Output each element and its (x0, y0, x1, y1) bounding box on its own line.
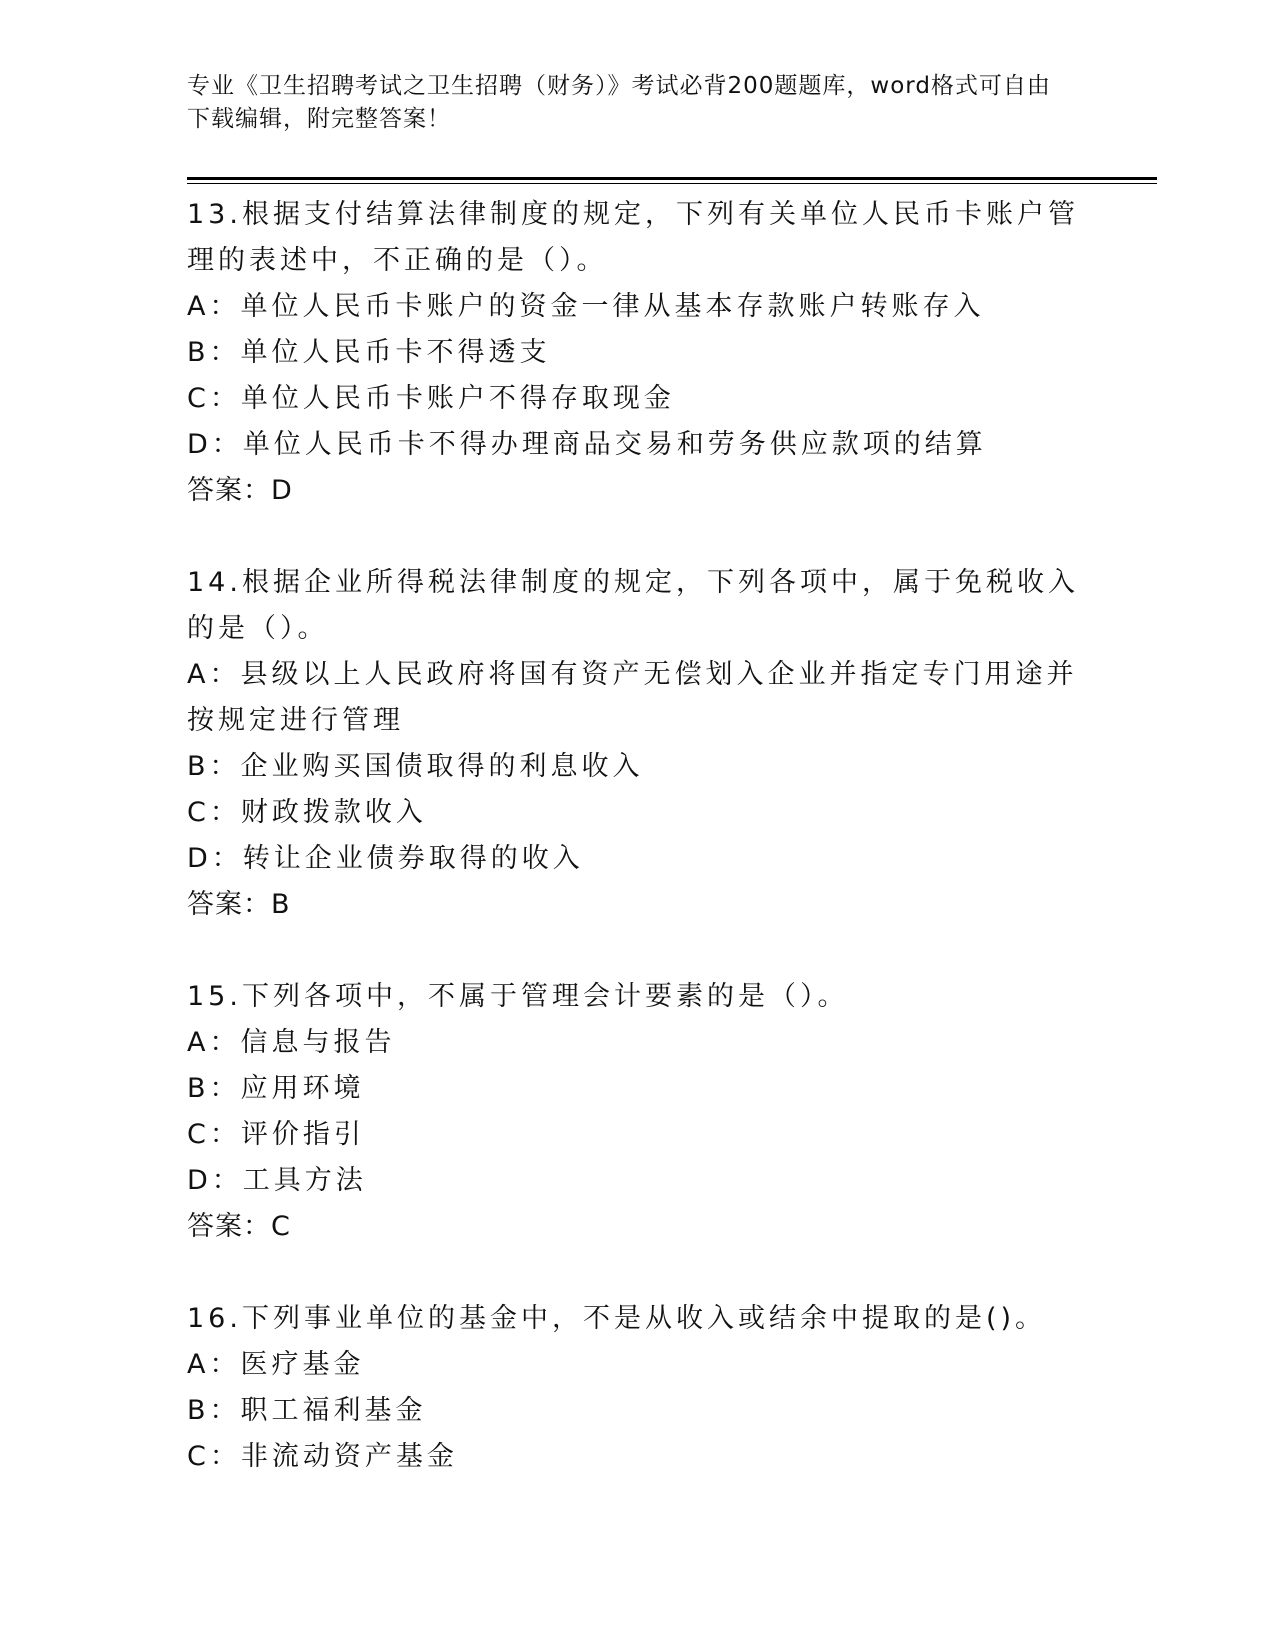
option-a: A：信息与报告 (187, 1027, 396, 1058)
option-c: C：财政拨款收入 (187, 797, 427, 828)
header-divider-thin (187, 183, 1157, 184)
option-a: A：县级以上人民政府将国有资产无偿划入企业并指定专门用途并按规定进行管理 (187, 659, 1078, 736)
question-15 (187, 974, 1087, 1250)
option-c: C：单位人民币卡账户不得存取现金 (187, 383, 675, 414)
question-13 (187, 192, 1087, 514)
question-stem: 14.根据企业所得税法律制度的规定，下列各项中，属于免税收入的是（）。 (187, 567, 1079, 644)
question-16 (187, 1296, 1087, 1480)
option-b: B：单位人民币卡不得透支 (187, 337, 551, 368)
question-list (187, 192, 1087, 1526)
header-divider-thick (187, 177, 1157, 180)
question-stem: 13.根据支付结算法律制度的规定，下列有关单位人民币卡账户管理的表述中，不正确的是（）。 (187, 199, 1079, 276)
option-d: D：工具方法 (187, 1165, 367, 1196)
answer-label: 答案：D (187, 475, 293, 506)
answer-label: 答案：C (187, 1211, 291, 1242)
document-header: 专业《卫生招聘考试之卫生招聘（财务）》考试必背200题题库，word格式可自由下载编辑，附完整答案！ (187, 73, 1051, 132)
option-b: B：职工福利基金 (187, 1395, 427, 1426)
option-d: D：转让企业债券取得的收入 (187, 843, 584, 874)
option-b: B：应用环境 (187, 1073, 365, 1104)
answer-label: 答案：B (187, 889, 291, 920)
option-c: C：评价指引 (187, 1119, 365, 1150)
option-a: A：医疗基金 (187, 1349, 365, 1380)
question-stem: 15.下列各项中，不属于管理会计要素的是（）。 (187, 981, 849, 1012)
option-b: B：企业购买国债取得的利息收入 (187, 751, 644, 782)
question-14 (187, 560, 1087, 928)
option-a: A：单位人民币卡账户的资金一律从基本存款账户转账存入 (187, 291, 985, 322)
option-d: D：单位人民币卡不得办理商品交易和劳务供应款项的结算 (187, 429, 987, 460)
option-c: C：非流动资产基金 (187, 1441, 458, 1472)
question-stem: 16.下列事业单位的基金中，不是从收入或结余中提取的是()。 (187, 1303, 1047, 1334)
